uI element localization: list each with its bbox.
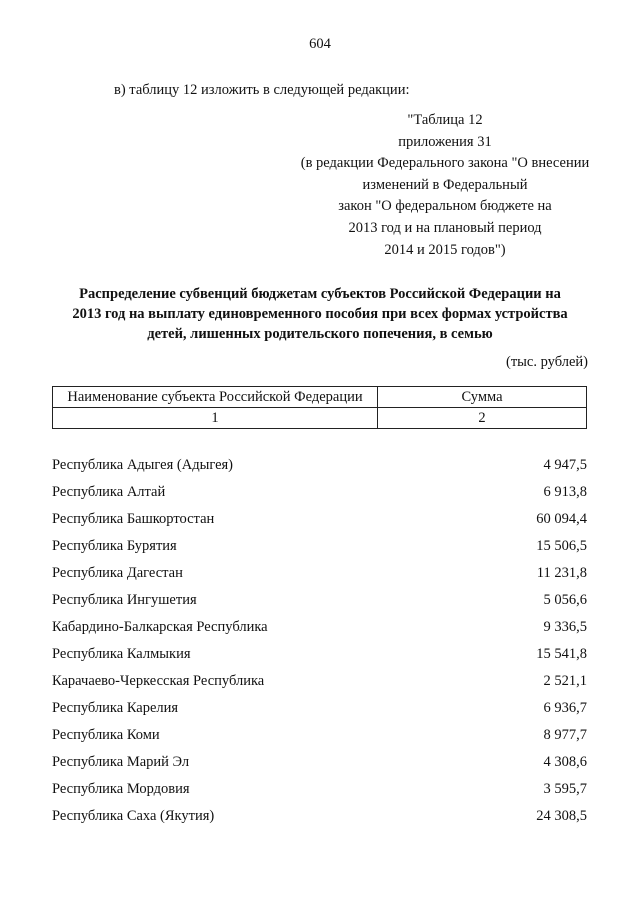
title-line: Распределение субвенций бюджетам субъектов Российской Федерации на bbox=[79, 286, 561, 302]
header-line: "Таблица 12 bbox=[407, 112, 483, 128]
region-sum: 9 336,5 bbox=[543, 619, 587, 635]
region-name: Республика Алтай bbox=[52, 484, 166, 500]
table-row bbox=[52, 479, 587, 506]
region-sum: 4 947,5 bbox=[543, 457, 587, 473]
table-row bbox=[52, 452, 587, 479]
region-sum: 15 506,5 bbox=[536, 538, 587, 554]
document-title bbox=[40, 284, 600, 344]
column-number-2: 2 bbox=[378, 408, 587, 429]
region-name: Республика Дагестан bbox=[52, 565, 183, 581]
region-sum: 11 231,8 bbox=[536, 565, 587, 581]
table-row bbox=[52, 533, 587, 560]
table-row bbox=[52, 560, 587, 587]
table-row bbox=[52, 587, 587, 614]
region-name: Республика Коми bbox=[52, 727, 160, 743]
region-name: Карачаево-Черкесская Республика bbox=[52, 673, 265, 689]
header-line: изменений в Федеральный bbox=[362, 176, 528, 193]
table-row bbox=[52, 722, 587, 749]
region-sum: 5 056,6 bbox=[543, 592, 587, 608]
intro-paragraph: в) таблицу 12 изложить в следующей редакции: bbox=[114, 82, 410, 98]
region-sum: 8 977,7 bbox=[543, 727, 587, 743]
table-row bbox=[52, 749, 587, 776]
region-name: Республика Марий Эл bbox=[52, 754, 190, 770]
table-header bbox=[52, 386, 587, 429]
table-header-row bbox=[53, 387, 587, 408]
page-number: 604 bbox=[309, 36, 331, 52]
region-sum: 6 936,7 bbox=[543, 700, 587, 716]
table-row bbox=[52, 695, 587, 722]
column-number-1: 1 bbox=[53, 408, 378, 429]
region-name: Республика Калмыкия bbox=[52, 646, 191, 662]
table-body bbox=[52, 452, 587, 830]
title-line: 2013 год на выплату единовременного пособия при всех формах устройства bbox=[72, 306, 568, 322]
unit-label: (тыс. рублей) bbox=[506, 354, 588, 370]
region-name: Республика Башкортостан bbox=[52, 511, 215, 527]
region-name: Республика Адыгея (Адыгея) bbox=[52, 457, 234, 473]
table-row bbox=[52, 506, 587, 533]
region-name: Республика Мордовия bbox=[52, 781, 190, 797]
header-line: (в редакции Федерального закона "О внесении bbox=[300, 155, 590, 172]
header-line: 2014 и 2015 годов") bbox=[384, 241, 506, 258]
region-sum: 3 595,7 bbox=[543, 781, 587, 797]
region-sum: 60 094,4 bbox=[536, 511, 587, 527]
region-name: Кабардино-Балкарская Республика bbox=[52, 619, 268, 635]
table-row bbox=[52, 776, 587, 803]
header-line: закон "О федеральном бюджете на bbox=[338, 198, 552, 215]
region-sum: 4 308,6 bbox=[543, 754, 587, 770]
header-line: 2013 год и на плановый период bbox=[348, 219, 542, 236]
region-sum: 15 541,8 bbox=[536, 646, 587, 662]
table-row bbox=[52, 668, 587, 695]
region-sum: 24 308,5 bbox=[536, 808, 587, 824]
table-row bbox=[52, 803, 587, 830]
table-header-block bbox=[270, 110, 620, 261]
column-header-sum: Сумма bbox=[378, 387, 587, 408]
table-row bbox=[52, 614, 587, 641]
region-sum: 6 913,8 bbox=[543, 484, 587, 500]
table-row bbox=[52, 641, 587, 668]
region-name: Республика Бурятия bbox=[52, 538, 177, 554]
header-line: приложения 31 bbox=[398, 133, 492, 150]
region-name: Республика Саха (Якутия) bbox=[52, 808, 215, 824]
column-header-name: Наименование субъекта Российской Федерации bbox=[53, 387, 378, 408]
table-column-number-row bbox=[53, 408, 587, 429]
region-name: Республика Карелия bbox=[52, 700, 179, 716]
title-line: детей, лишенных родительского попечения, в семью bbox=[147, 326, 493, 342]
region-sum: 2 521,1 bbox=[543, 673, 587, 689]
region-name: Республика Ингушетия bbox=[52, 592, 197, 608]
